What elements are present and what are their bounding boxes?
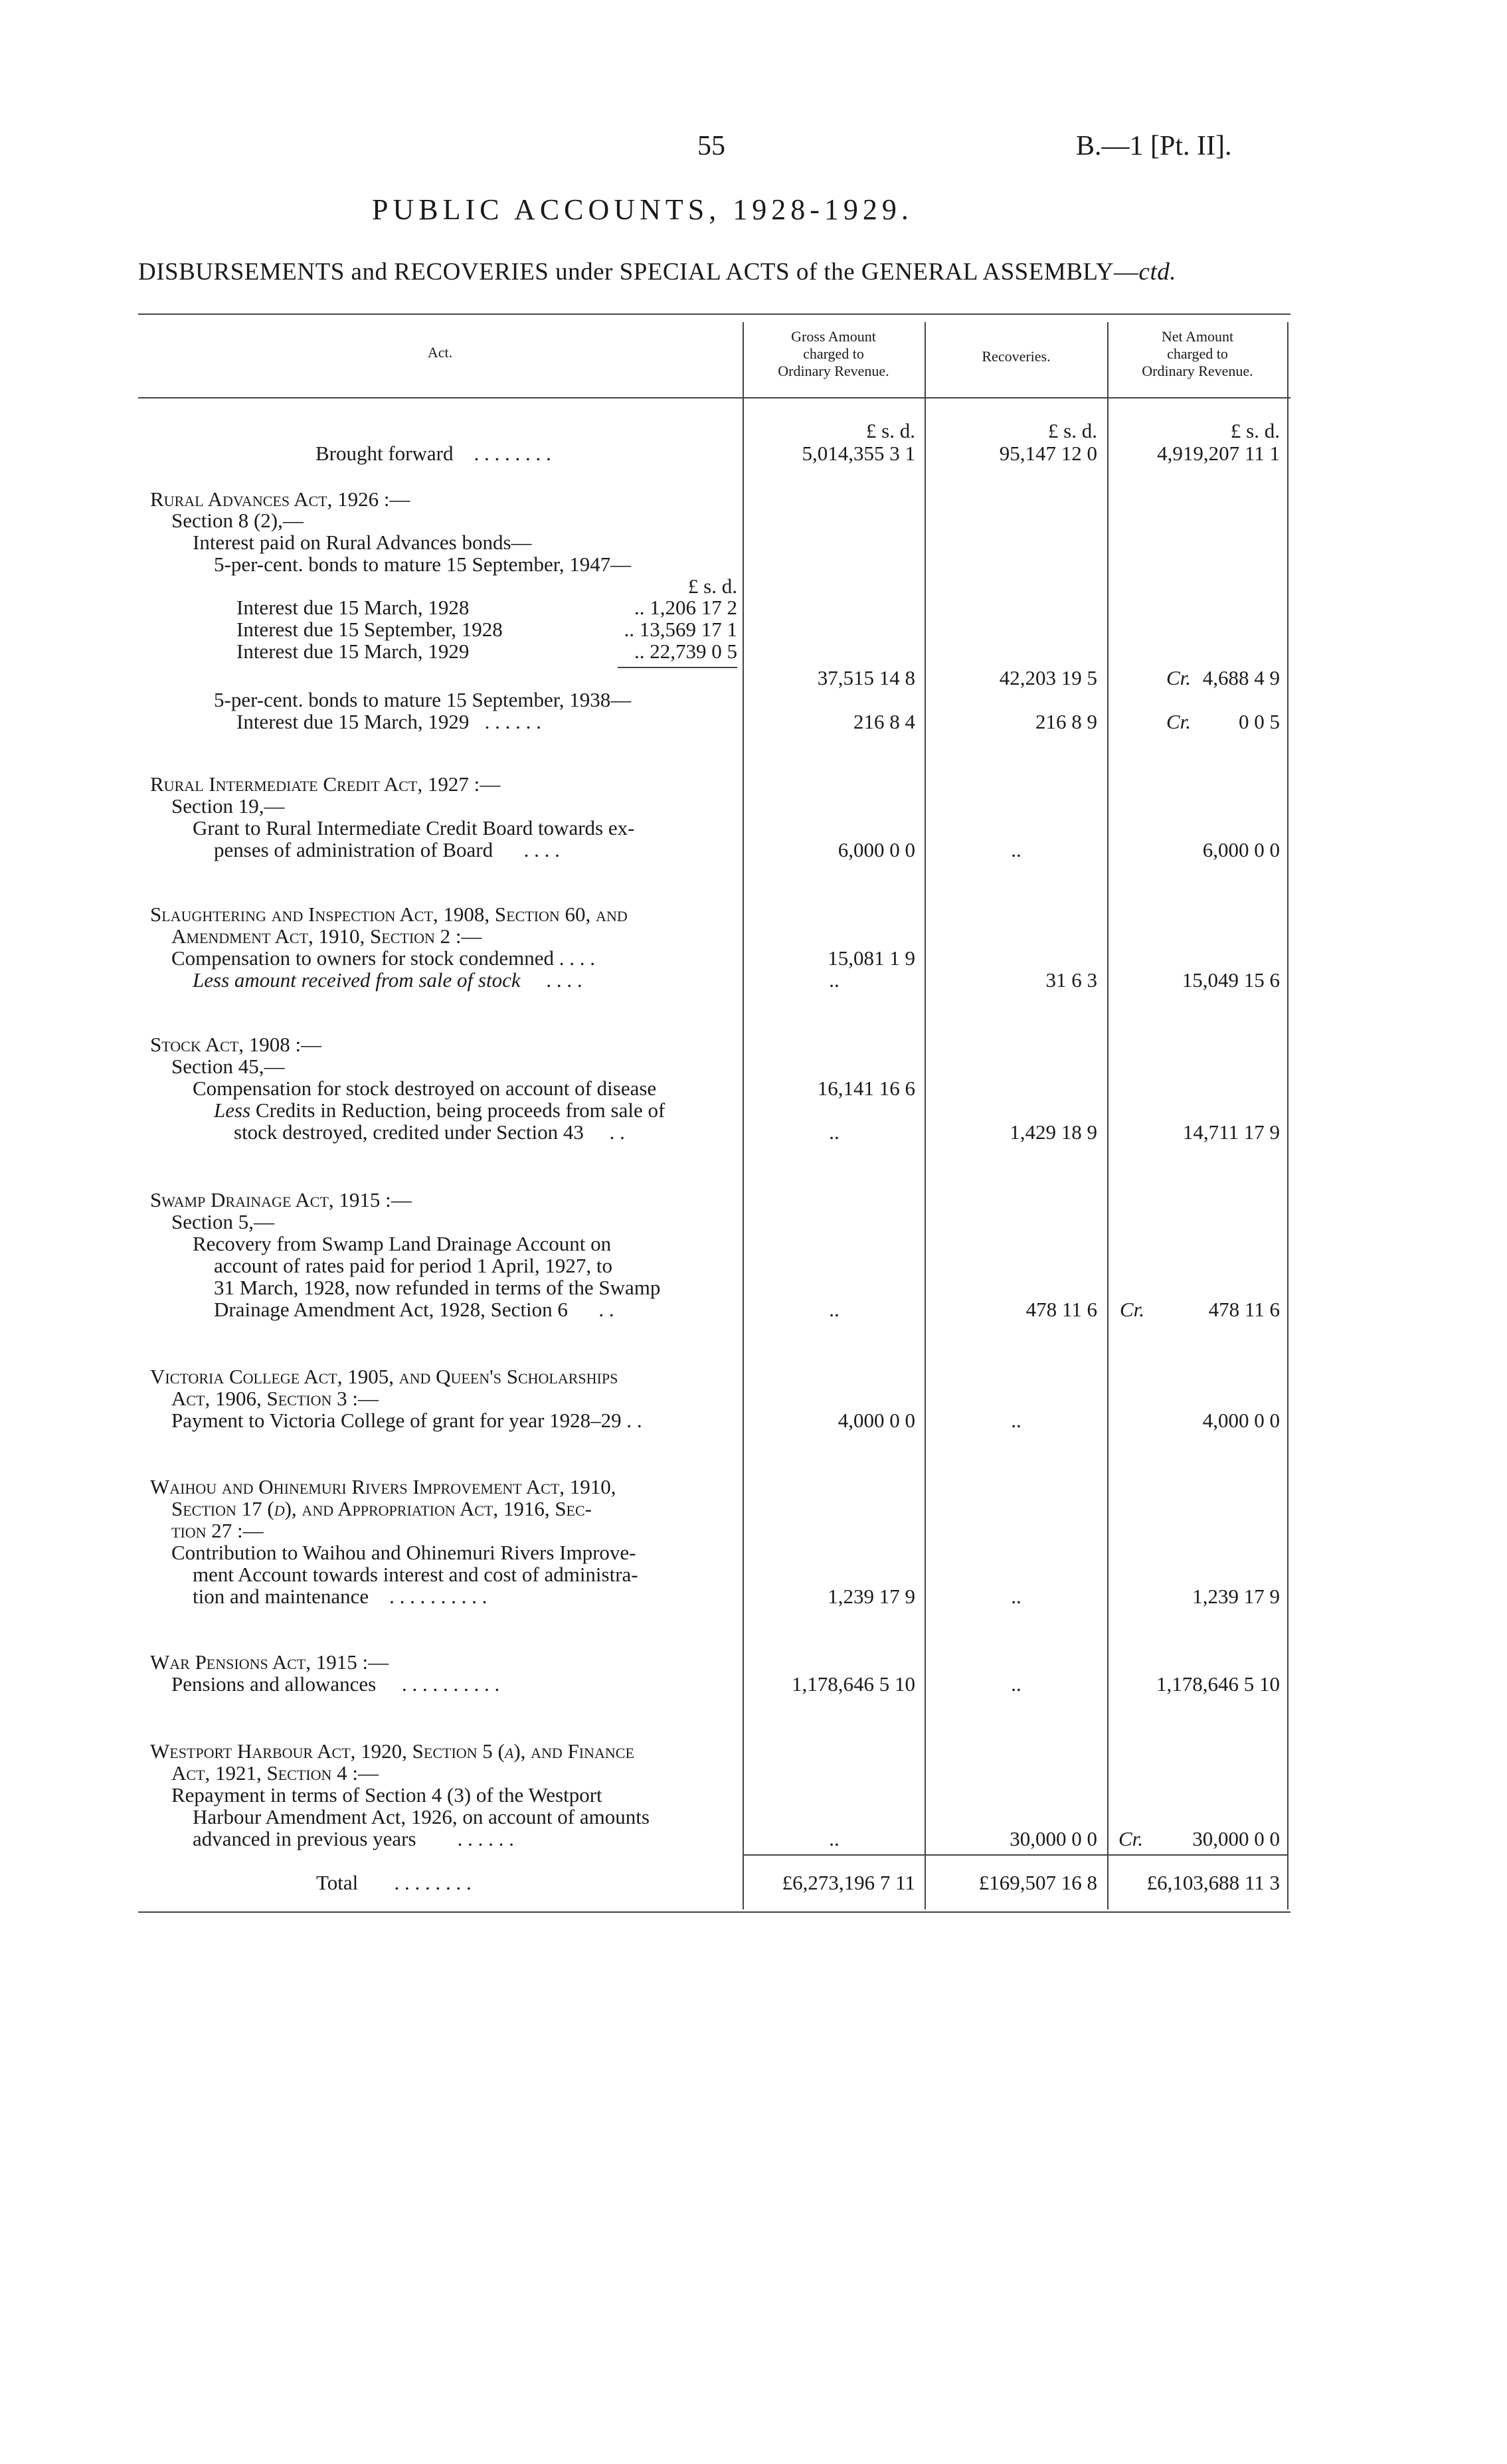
victoria-gross: 4,000 0 0 xyxy=(838,1409,915,1432)
rural-advances-units: £ s. d. xyxy=(687,574,737,598)
recoveries-units: £ s. d. xyxy=(1047,419,1097,442)
waihou-net: 1,239 17 9 xyxy=(1192,1585,1280,1608)
interest-1938-recoveries: 216 8 9 xyxy=(1035,710,1097,733)
stock-gross-less: .. xyxy=(829,1120,840,1144)
interest-row-1-label: Interest due 15 March, 1928 xyxy=(236,596,470,619)
victoria-net: 4,000 0 0 xyxy=(1202,1409,1280,1432)
rural-intermediate-line1: Grant to Rural Intermediate Credit Board towards ex- xyxy=(193,816,635,839)
interest-row-2-amount: .. 13,569 17 1 xyxy=(624,618,737,641)
interest-row-3-label: Interest due 15 March, 1929 xyxy=(236,640,470,663)
stock-recoveries: 1,429 18 9 xyxy=(1010,1120,1097,1144)
brought-forward-net: 4,919,207 11 1 xyxy=(1157,442,1280,465)
column-header-recoveries: Recoveries. xyxy=(982,348,1051,365)
stock-heading: Stock Act, 1908 :— xyxy=(150,1033,322,1056)
waihou-line1: Contribution to Waihou and Ohinemuri Rivers Improve- xyxy=(171,1541,636,1564)
gross-header-line1: Gross Amount xyxy=(791,328,876,345)
column-divider-net xyxy=(1107,322,1108,1909)
rural-intermediate-recoveries: .. xyxy=(1011,838,1021,861)
westport-recoveries: 30,000 0 0 xyxy=(1010,1827,1097,1850)
rural-intermediate-line2: penses of administration of Board . . . . xyxy=(214,838,560,861)
rural-advances-bonds-1938: 5-per-cent. bonds to mature 15 September, 1938— xyxy=(214,688,632,711)
westport-line2: Harbour Amendment Act, 1926, on account of amounts xyxy=(193,1805,650,1828)
brought-forward-label: Brought forward . . . . . . . . xyxy=(315,442,551,465)
interest-1938-net-prefix: Cr. xyxy=(1166,710,1192,733)
total-label: Total . . . . . . . . xyxy=(316,1871,472,1894)
swamp-line1: Recovery from Swamp Land Drainage Account on xyxy=(193,1232,612,1255)
slaughtering-recoveries: 31 6 3 xyxy=(1045,968,1097,992)
swamp-gross: .. xyxy=(829,1298,840,1321)
column-header-act: Act. xyxy=(427,344,453,361)
westport-heading-line1: Westport Harbour Act, 1920, Section 5 (a), and Finance xyxy=(150,1739,634,1763)
net-header-line1: Net Amount xyxy=(1161,328,1234,345)
column-divider-gross xyxy=(743,322,744,1909)
war-pensions-net: 1,178,646 5 10 xyxy=(1156,1672,1280,1696)
net-header-line3: Ordinary Revenue. xyxy=(1142,363,1253,379)
interest-1938-gross: 216 8 4 xyxy=(853,710,915,733)
column-header-gross xyxy=(744,328,923,380)
westport-heading-line2: Act, 1921, Section 4 :— xyxy=(171,1761,379,1785)
war-pensions-heading: War Pensions Act, 1915 :— xyxy=(150,1650,389,1674)
victoria-line1: Payment to Victoria College of grant for year 1928–29 . . xyxy=(171,1409,642,1432)
waihou-heading-line3: tion 27 :— xyxy=(171,1519,264,1542)
total-recoveries: £169,507 16 8 xyxy=(978,1871,1097,1894)
interest-1938-label: Interest due 15 March, 1929 . . . . . . xyxy=(236,710,541,733)
rural-intermediate-gross: 6,000 0 0 xyxy=(838,838,915,861)
stock-line2: Less Credits in Reduction, being proceeds from sale of xyxy=(214,1099,665,1122)
swamp-net: 478 11 6 xyxy=(1208,1298,1280,1321)
brought-forward-gross: 5,014,355 3 1 xyxy=(802,442,915,465)
page-number: 55 xyxy=(697,131,725,161)
waihou-heading-line1: Waihou and Ohinemuri Rivers Improvement Act, 1910, xyxy=(150,1475,616,1498)
war-pensions-gross: 1,178,646 5 10 xyxy=(792,1672,915,1696)
swamp-recoveries: 478 11 6 xyxy=(1025,1298,1097,1321)
interest-1938-net: 0 0 5 xyxy=(1239,710,1280,733)
total-gross: £6,273,196 7 11 xyxy=(782,1871,915,1894)
table-bottom-rule xyxy=(138,1911,1290,1913)
war-pensions-recoveries: .. xyxy=(1011,1672,1021,1696)
victoria-recoveries: .. xyxy=(1011,1409,1021,1432)
swamp-heading: Swamp Drainage Act, 1915 :— xyxy=(150,1188,412,1211)
column-divider-recoveries xyxy=(925,322,926,1909)
westport-net-prefix: Cr. xyxy=(1118,1827,1144,1850)
swamp-line3: 31 March, 1928, now refunded in terms of the Swamp xyxy=(214,1276,661,1299)
document-reference: B.—1 [Pt. II]. xyxy=(1076,131,1232,161)
slaughtering-heading-line2: Amendment Act, 1910, Section 2 :— xyxy=(171,924,482,948)
gross-header-line3: Ordinary Revenue. xyxy=(778,363,889,379)
slaughtering-net: 15,049 15 6 xyxy=(1182,968,1280,992)
total-top-rule xyxy=(743,1854,1287,1856)
victoria-heading-line1: Victoria College Act, 1905, and Queen's Scholarships xyxy=(150,1365,618,1388)
waihou-gross: 1,239 17 9 xyxy=(828,1585,915,1608)
stock-line1: Compensation for stock destroyed on account of disease xyxy=(193,1077,657,1100)
swamp-section: Section 5,— xyxy=(171,1210,274,1233)
rural-advances-heading: Rural Advances Act, 1926 :— xyxy=(150,487,410,511)
table-right-border xyxy=(1287,322,1288,1909)
slaughtering-gross-less: .. xyxy=(829,968,840,992)
stock-gross: 16,141 16 6 xyxy=(817,1077,915,1100)
war-pensions-line1: Pensions and allowances . . . . . . . . . . xyxy=(171,1672,500,1696)
stock-section: Section 45,— xyxy=(171,1055,285,1078)
slaughtering-heading-line1: Slaughtering and Inspection Act, 1908, Section 60, and xyxy=(150,903,628,926)
swamp-line4: Drainage Amendment Act, 1928, Section 6 . . xyxy=(214,1298,614,1321)
page-title: PUBLIC ACCOUNTS, 1928-1929. xyxy=(372,193,913,226)
waihou-heading-line2: Section 17 (d), and Appropriation Act, 1916, Sec- xyxy=(171,1497,592,1520)
rural-advances-subtotal-net: 4,688 4 9 xyxy=(1202,666,1280,689)
stock-net: 14,711 17 9 xyxy=(1182,1120,1280,1144)
rural-advances-interest-line: Interest paid on Rural Advances bonds— xyxy=(193,531,532,554)
swamp-net-prefix: Cr. xyxy=(1120,1298,1145,1321)
slaughtering-gross: 15,081 1 9 xyxy=(828,946,915,970)
westport-line3: advanced in previous years . . . . . . xyxy=(193,1827,514,1850)
net-header-line2: charged to xyxy=(1167,345,1228,362)
swamp-line2: account of rates paid for period 1 April, 1927, to xyxy=(214,1254,613,1277)
interest-row-3-amount: .. 22,739 0 5 xyxy=(634,640,737,663)
header-bottom-rule xyxy=(138,397,1290,398)
westport-net: 30,000 0 0 xyxy=(1192,1827,1280,1850)
interest-row-2-label: Interest due 15 September, 1928 xyxy=(236,618,503,641)
slaughtering-line1: Compensation to owners for stock condemned . . . . xyxy=(171,946,595,970)
waihou-line3: tion and maintenance . . . . . . . . . . xyxy=(193,1585,488,1608)
column-header-net xyxy=(1108,328,1286,380)
total-net: £6,103,688 11 3 xyxy=(1146,1871,1280,1894)
waihou-recoveries: .. xyxy=(1011,1585,1021,1608)
victoria-heading-line2: Act, 1906, Section 3 :— xyxy=(171,1387,379,1410)
gross-header-line2: charged to xyxy=(803,345,864,362)
rural-intermediate-net: 6,000 0 0 xyxy=(1202,838,1280,861)
rural-intermediate-section: Section 19,— xyxy=(171,794,285,818)
subtitle-main: DISBURSEMENTS and RECOVERIES under SPECIAL ACTS of the GENERAL ASSEMBLY— xyxy=(138,258,1139,286)
westport-line1: Repayment in terms of Section 4 (3) of the Westport xyxy=(171,1783,602,1806)
interest-row-1-amount: .. 1,206 17 2 xyxy=(634,596,737,619)
waihou-line2: ment Account towards interest and cost of administra- xyxy=(193,1563,638,1586)
rural-advances-subtotal-net-prefix: Cr. xyxy=(1166,666,1192,689)
rural-intermediate-heading: Rural Intermediate Credit Act, 1927 :— xyxy=(150,772,501,796)
rural-advances-section: Section 8 (2),— xyxy=(171,509,304,532)
table-top-rule xyxy=(138,313,1290,315)
stock-line3: stock destroyed, credited under Section 43 . . xyxy=(234,1120,625,1144)
interest-subtotal-rule xyxy=(618,667,737,668)
subtitle-ctd: ctd. xyxy=(1138,258,1176,286)
net-units: £ s. d. xyxy=(1230,419,1280,442)
rural-advances-subtotal-gross: 37,515 14 8 xyxy=(817,666,915,689)
rural-advances-bonds-1947: 5-per-cent. bonds to mature 15 September, 1947— xyxy=(214,553,632,576)
rural-advances-subtotal-recoveries: 42,203 19 5 xyxy=(999,666,1097,689)
gross-units: £ s. d. xyxy=(865,419,915,442)
westport-gross: .. xyxy=(829,1827,840,1850)
slaughtering-line2: Less amount received from sale of stock . . . . xyxy=(193,968,582,992)
brought-forward-recoveries: 95,147 12 0 xyxy=(999,442,1097,465)
page-subtitle xyxy=(138,258,1176,286)
